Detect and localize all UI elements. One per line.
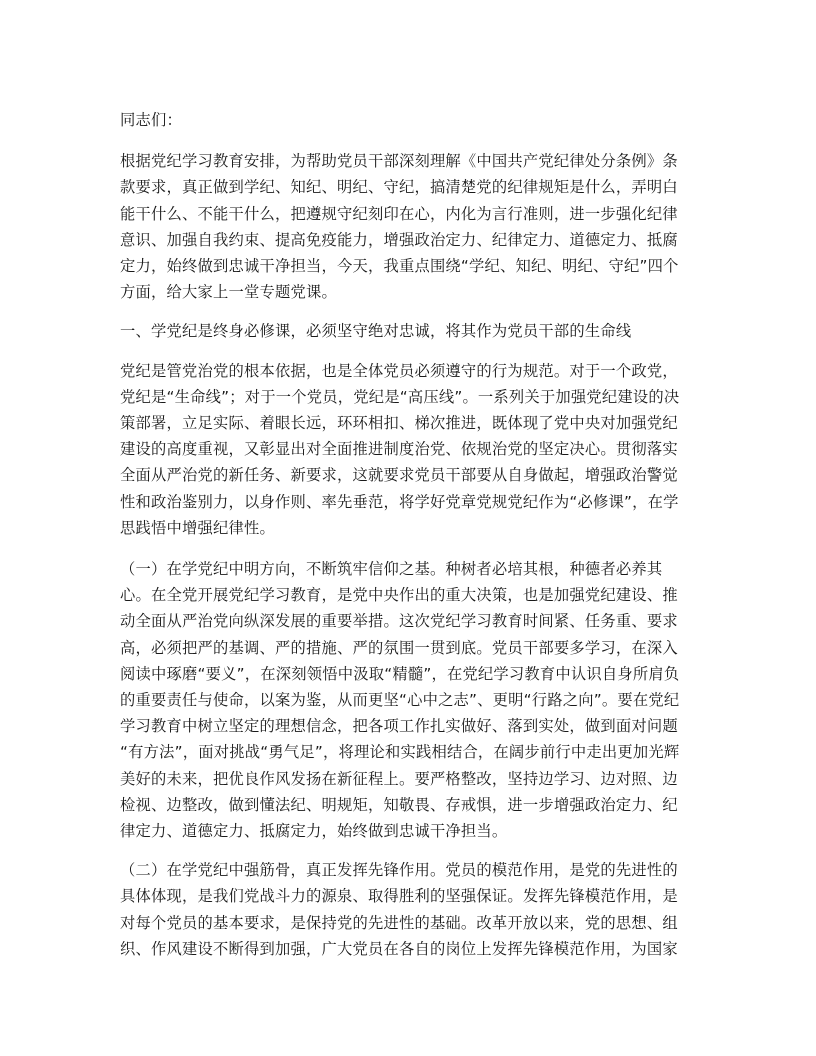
greeting: 同志们： — [120, 111, 182, 129]
section-body-paragraph: 党纪是管党治党的根本依据，也是全体党员必须遵守的行为规范。对于一个政党， 党纪是“生命线”；对于一个党员，党纪是“高压线”。一系列关于加强党纪建设的决 策部署，立足实际、着眼长远，环环相扣、梯次推进，既体现了党中央对加强党纪 建设的高度重视，又彰显出对全面推进制度治党、依规治党的坚定决心。贯彻落实 全面从严治党的新任务、新要求，这就要求党员干部要从自身做起，增强政治警觉 性和政治鉴别力，以身作则、率先垂范，将学好党章党规党纪作为“必修课”，在学 思践悟中增强纪律性。 — [120, 361, 680, 537]
section-heading: 一、学党纪是终身必修课，必须坚守绝对忠诚，将其作为党员干部的生命线 — [120, 322, 632, 341]
document-page — [120, 107, 698, 962]
subsection-2-paragraph: （二）在学党纪中强筋骨，真正发挥先锋作用。党员的模范作用，是党的先进性的 具体体现，是我们党战斗力的源泉、取得胜利的坚强保证。发挥先锋模范作用，是 对每个党员的基本要求，是保持党的先进性的基础。改革开放以来，党的思想、组 织、作风建设不断得到加强，广大党员在各自的岗位上发挥先锋模范作用，为国家 — [120, 861, 678, 958]
subsection-1-paragraph: （一）在学党纪中明方向，不断筑牢信仰之基。种树者必培其根，种德者必养其 心。在全党开展党纪学习教育，是党中央作出的重大决策，也是加强党纪建设、推 动全面从严治党向纵深发展的重要举措。这次党纪学习教育时间紧、任务重、要求 高，必须把严的基调、严的措施、严的氛围一贯到底。党员干部要多学习，在深入 阅读中琢磨“要义”，在深刻领悟中汲取“精髓”，在党纪学习教育中认识自身所肩负 的重要责任与使命，以案为鉴，从而更坚“心中之志”、更明“行路之向”。要在党纪 学习教育中树立坚定的理想信念，把各项工作扎实做好、落到实处，做到面对问题 “有方法”，面对挑战“勇气足”，将理论和实践相结合，在阔步前行中走出更加光辉 美好的未来，把优良作风发扬在新征程上。要严格整改，坚持边学习、边对照、边 检视、边整改，做到懂法纪、明规矩，知敬畏、存戒惧，进一步增强政治定力、纪 律定力、道德定力、抵腐定力，始终做到忠诚干净担当。 — [120, 560, 680, 841]
intro-paragraph: 根据党纪学习教育安排，为帮助党员干部深刻理解《中国共产党纪律处分条例》条 款要求，真正做到学纪、知纪、明纪、守纪，搞清楚党的纪律规矩是什么，弄明白 能干什么、不能干什么，把遵规守纪刻印在心，内化为言行准则，进一步强化纪律 意识、加强自我约束、提高免疫能力，增强政治定力、纪律定力、道德定力、抵腐 定力，始终做到忠诚干净担当，今天，我重点围绕“学纪、知纪、明纪、守纪”四个 方面，给大家上一堂专题党课。 — [120, 152, 679, 302]
